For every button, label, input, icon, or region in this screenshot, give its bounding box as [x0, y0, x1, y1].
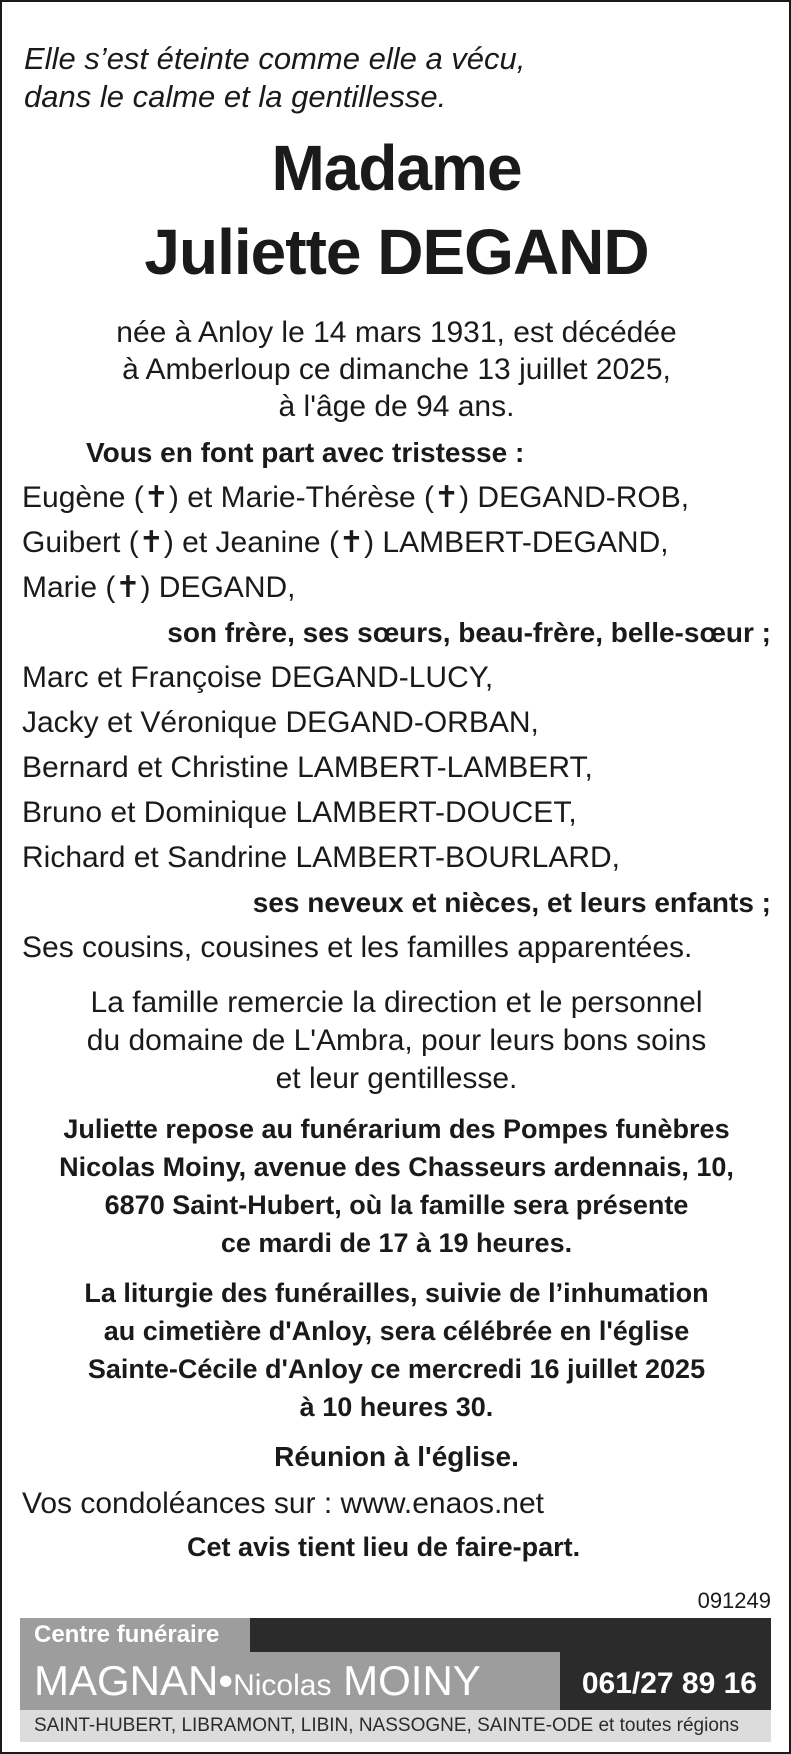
liturgy-line: au cimetière d'Anloy, sera célébrée en l'église [103, 1316, 690, 1346]
name-full: Juliette DEGAND [144, 216, 649, 288]
deceased-name [22, 126, 771, 294]
faire-part-line: Cet avis tient lieu de faire-part. [187, 1532, 581, 1562]
repose-paragraph [22, 1110, 771, 1262]
birth-line: à Amberloup ce dimanche 13 juillet 2025, [122, 353, 671, 386]
epigraph-line: dans le calme et la gentillesse. [24, 79, 447, 114]
repose-line: Juliette repose au funérarium des Pompes funèbres [63, 1114, 730, 1144]
birth-death-details [22, 314, 771, 425]
relation-siblings: son frère, ses sœurs, beau-frère, belle-sœur ; [167, 617, 771, 648]
nephews-list [22, 655, 771, 880]
notice-content [22, 40, 771, 1568]
liturgy-line: La liturgie des funérailles, suivie de l’inhumation [84, 1278, 709, 1308]
family-line: Bruno et Dominique LAMBERT-DOUCET, [22, 796, 577, 829]
condolences-line: Vos condoléances sur : www.enaos.net [22, 1487, 544, 1520]
brand-magnan: MAGNAN [34, 1657, 219, 1704]
announce-heading: Vous en font part avec tristesse : [86, 437, 525, 468]
liturgy-paragraph [22, 1274, 771, 1426]
epigraph [24, 40, 771, 116]
banner-tag: Centre funéraire [20, 1618, 250, 1652]
epigraph-line: Elle s’est éteinte comme elle a vécu, [24, 41, 526, 76]
brand-first-name: Nicolas [233, 1669, 332, 1702]
thanks-line: du domaine de L'Ambra, pour leurs bons soins [86, 1024, 707, 1057]
repose-line: Nicolas Moiny, avenue des Chasseurs ardennais, 10, [59, 1152, 734, 1182]
family-line: Richard et Sandrine LAMBERT-BOURLARD, [22, 841, 621, 874]
relation-nephews: ses neveux et nièces, et leurs enfants ; [252, 887, 771, 918]
birth-line: à l'âge de 94 ans. [278, 390, 515, 423]
thanks-line: La famille remercie la direction et le personnel [90, 986, 703, 1019]
birth-line: née à Anloy le 14 mars 1931, est décédée [116, 316, 677, 349]
brand-separator: • [218, 1657, 234, 1704]
repose-line: 6870 Saint-Hubert, où la famille sera présente [104, 1190, 689, 1220]
family-line: Jacky et Véronique DEGAND-ORBAN, [22, 706, 539, 739]
family-line: Guibert (✝) et Jeanine (✝) LAMBERT-DEGAND, [22, 526, 669, 559]
cousins-line: Ses cousins, cousines et les familles apparentées. [22, 931, 693, 964]
banner-brand [20, 1652, 560, 1710]
reunion-line: Réunion à l'église. [274, 1441, 519, 1472]
family-line: Bernard et Christine LAMBERT-LAMBERT, [22, 751, 593, 784]
family-line: Marie (✝) DEGAND, [22, 571, 296, 604]
siblings-list [22, 475, 771, 610]
banner-phone: 061/27 89 16 [581, 1667, 757, 1700]
family-line: Marc et Françoise DEGAND-LUCY, [22, 661, 494, 694]
liturgy-line: à 10 heures 30. [299, 1392, 494, 1422]
liturgy-line: Sainte-Cécile d'Anloy ce mercredi 16 juillet 2025 [87, 1354, 706, 1384]
brand-moiny: MOINY [343, 1657, 481, 1704]
repose-line: ce mardi de 17 à 19 heures. [220, 1228, 573, 1258]
thanks-paragraph [22, 984, 771, 1098]
reference-number: 091249 [697, 1588, 771, 1613]
name-title: Madame [271, 132, 522, 204]
family-line: Eugène (✝) et Marie-Thérèse (✝) DEGAND-ROB, [22, 481, 690, 514]
funeral-home-banner [20, 1618, 771, 1742]
thanks-line: et leur gentillesse. [275, 1062, 518, 1095]
banner-towns: SAINT-HUBERT, LIBRAMONT, LIBIN, NASSOGNE, SAINTE-ODE et toutes régions [20, 1710, 771, 1742]
